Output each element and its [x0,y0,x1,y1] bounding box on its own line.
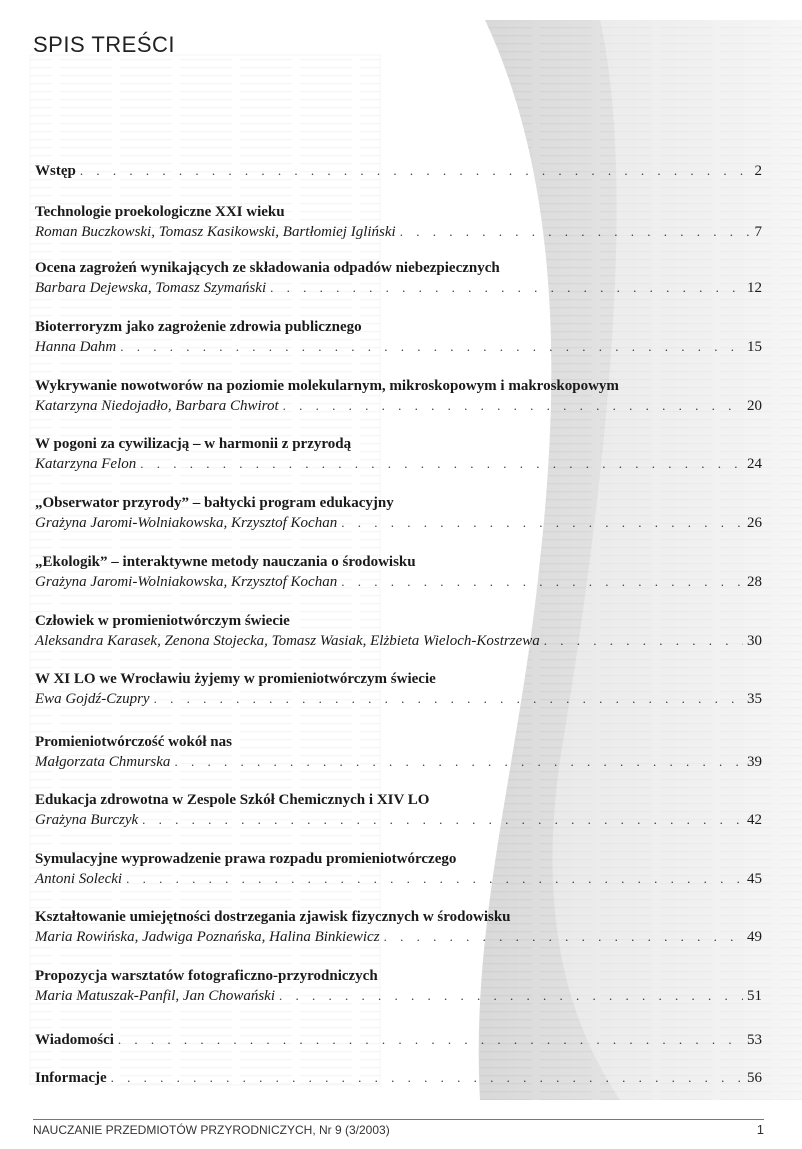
footer-divider [33,1119,764,1120]
toc-entry[interactable] [35,791,762,830]
toc-entry-page: 51 [747,988,762,1004]
toc-entry-page: 53 [747,1032,762,1048]
toc-entry-title: „Obserwator przyrody” – bałtycki program edukacyjny [35,495,394,511]
toc-entry-page: 42 [747,812,762,828]
toc-entry-title: Wykrywanie nowotworów na poziomie molekularnym, mikroskopowym i makroskopowym [35,378,619,394]
toc-entry-authors: Ewa Gojdź-Czupry [35,691,150,707]
leader-dots [126,869,743,888]
leader-dots [154,689,743,708]
leader-dots [174,752,743,771]
leader-dots [120,337,743,356]
toc-entry-authors: Grażyna Jaromi-Wolniakowska, Krzysztof Kochan [35,515,338,531]
toc-entry-authors: Grażyna Jaromi-Wolniakowska, Krzysztof Kochan [35,574,338,590]
toc-entry[interactable] [35,377,762,416]
toc-entry-page: 2 [754,163,762,179]
toc-entry[interactable] [35,612,762,651]
leader-dots [283,396,743,415]
toc-entry-title: Wstęp [35,163,76,179]
toc-entry-authors: Hanna Dahm [35,339,117,355]
toc-entry-title: Wiadomości [35,1032,114,1048]
toc-entry-page: 39 [747,754,762,770]
toc-entry-authors: Maria Rowińska, Jadwiga Poznańska, Halina Binkiewicz [35,929,380,945]
leader-dots [118,1030,743,1049]
leader-dots [140,454,743,473]
page-title: SPIS TREŚCI [33,32,176,57]
toc-entry[interactable] [35,733,762,772]
toc-entry[interactable] [35,494,762,533]
toc-entry[interactable] [35,967,762,1006]
toc-entry-authors: Katarzyna Felon [35,456,137,472]
toc-entry-page: 12 [747,280,762,296]
leader-dots [400,222,751,241]
toc-entry[interactable] [35,670,762,709]
toc-entry[interactable] [35,1030,762,1050]
toc-entry-title: „Ekologik” – interaktywne metody nauczania o środowisku [35,554,416,570]
toc-entry-title: Edukacja zdrowotna w Zespole Szkół Chemicznych i XIV LO [35,792,430,808]
leader-dots [384,927,743,946]
toc-entry-title: W XI LO we Wrocławiu żyjemy w promieniotwórczym świecie [35,671,436,687]
toc-entry[interactable] [35,1068,762,1088]
toc-entry-page: 56 [747,1070,762,1086]
toc-entry-authors: Aleksandra Karasek, Zenona Stojecka, Tomasz Wasiak, Elżbieta Wieloch-Kostrzewa [35,633,540,649]
toc-entry[interactable] [35,161,762,181]
toc-entry[interactable] [35,850,762,889]
toc-entry-authors: Katarzyna Niedojadło, Barbara Chwirot [35,398,279,414]
toc-entry-page: 15 [747,339,762,355]
leader-dots [279,986,743,1005]
toc-entry-page: 35 [747,691,762,707]
toc-entry-authors: Maria Matuszak-Panfil, Jan Chowański [35,988,275,1004]
toc-entry-authors: Barbara Dejewska, Tomasz Szymański [35,280,267,296]
toc-entry-authors: Grażyna Burczyk [35,812,139,828]
toc-entry-page: 24 [747,456,762,472]
leader-dots [341,513,743,532]
leader-dots [270,278,743,297]
toc-entry-page: 28 [747,574,762,590]
toc-entry-authors: Roman Buczkowski, Tomasz Kasikowski, Bartłomiej Igliński [35,224,396,240]
toc-entry[interactable] [35,908,762,947]
toc-entry-authors: Antoni Solecki [35,871,123,887]
toc-entry-title: Ocena zagrożeń wynikających ze składowania odpadów niebezpiecznych [35,260,500,276]
toc-entry-title: Człowiek w promieniotwórczym świecie [35,613,290,629]
footer-page-number: 1 [756,1122,764,1137]
toc-entry-page: 26 [747,515,762,531]
leader-dots [142,810,743,829]
toc-entry-title: Bioterroryzm jako zagrożenie zdrowia publicznego [35,319,362,335]
toc-entry-authors: Małgorzata Chmurska [35,754,171,770]
toc-entry-page: 49 [747,929,762,945]
leader-dots [544,631,743,650]
toc-entry[interactable] [35,203,762,242]
toc-entry-page: 30 [747,633,762,649]
toc-entry-title: Technologie proekologiczne XXI wieku [35,204,285,220]
toc-entry[interactable] [35,435,762,474]
toc-entry-page: 7 [754,224,762,240]
toc-entry-title: W pogoni za cywilizacją – w harmonii z przyrodą [35,436,352,452]
toc-entry-title: Symulacyjne wyprowadzenie prawa rozpadu promieniotwórczego [35,851,457,867]
toc-entry[interactable] [35,553,762,592]
leader-dots [111,1068,743,1087]
toc-entry-title: Kształtowanie umiejętności dostrzegania zjawisk fizycznych w środowisku [35,909,511,925]
leader-dots [341,572,743,591]
toc-entry-title: Informacje [35,1070,107,1086]
toc-entry-page: 20 [747,398,762,414]
toc-entry-title: Propozycja warsztatów fotograficzno-przyrodniczych [35,968,378,984]
footer-journal: NAUCZANIE PRZEDMIOTÓW PRZYRODNICZYCH, Nr 9 (3/2003) [33,1123,390,1137]
toc-entry-page: 45 [747,871,762,887]
leader-dots [80,161,751,180]
toc-entry-title: Promieniotwórczość wokół nas [35,734,232,750]
toc-entry[interactable] [35,259,762,298]
toc-entry[interactable] [35,318,762,357]
